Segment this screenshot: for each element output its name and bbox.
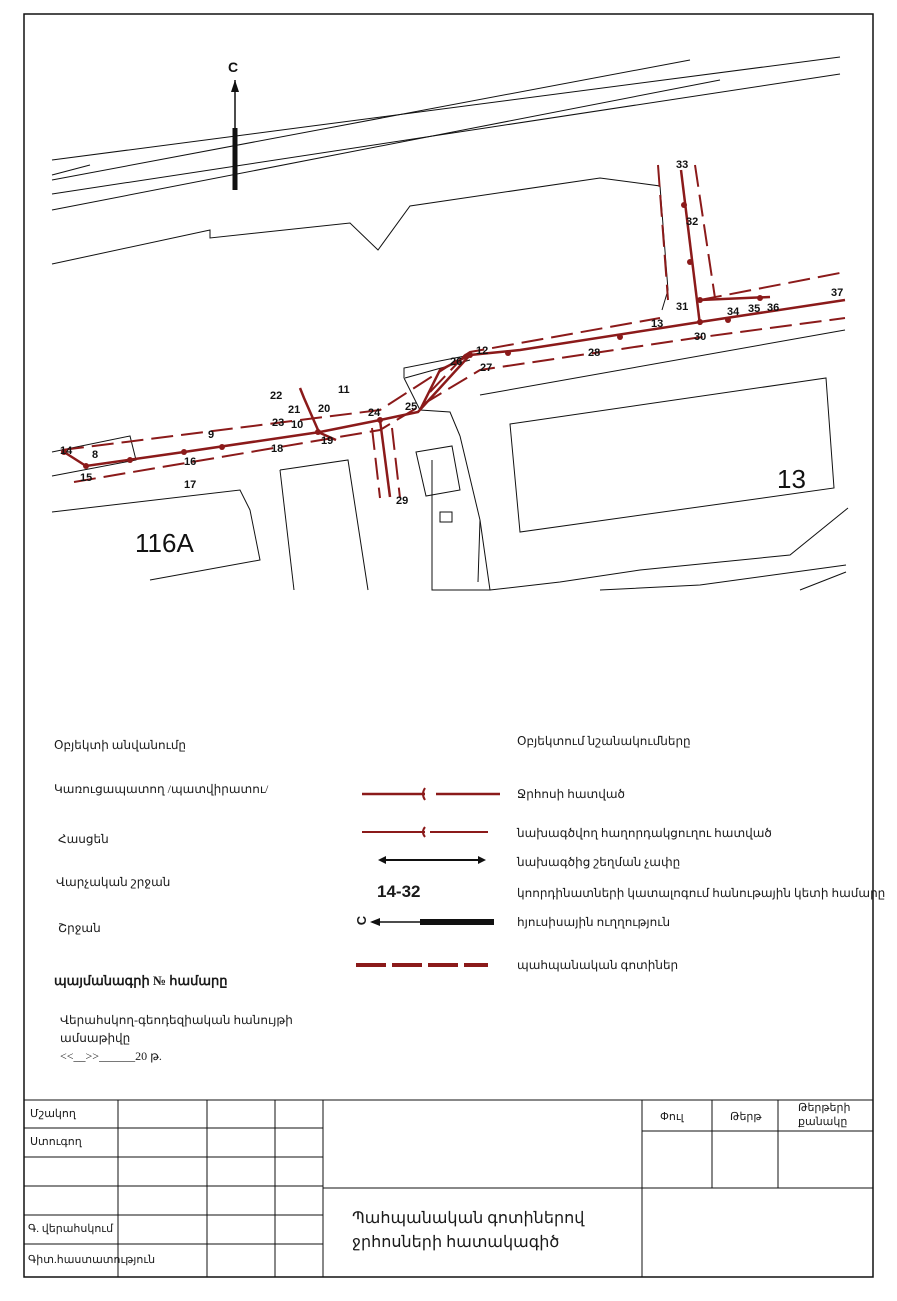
legend-item-designed: նախագծվող հաղորդակցուղու հատված bbox=[517, 826, 772, 840]
point-label: 22 bbox=[270, 390, 283, 402]
admin-district-label: Վարչական շրջան bbox=[56, 875, 171, 889]
object-name-label: Օբյեկտի անվանումը bbox=[54, 738, 187, 752]
legend-item-zones: պահպանական գոտիներ bbox=[517, 958, 679, 972]
point-label: 16 bbox=[184, 456, 197, 468]
point-label: 20 bbox=[318, 403, 331, 415]
point-label: 11 bbox=[338, 384, 350, 396]
point-label: 35 bbox=[748, 303, 761, 315]
point-label: 32 bbox=[686, 216, 699, 228]
north-label: C bbox=[228, 59, 239, 75]
drawing-title-line2: ջրհոսների հատակագիծ bbox=[352, 1234, 560, 1251]
tb-row-checker: Ստուգող bbox=[30, 1136, 82, 1148]
point-label: 27 bbox=[480, 362, 493, 374]
point-label: 15 bbox=[80, 472, 93, 484]
survey-date-label-line1: Վերահսկող-գեոդեզիական հանույթի bbox=[60, 1013, 293, 1027]
point-label: 24 bbox=[368, 407, 381, 419]
legend-north-symbol: C bbox=[354, 915, 370, 926]
point-label: 33 bbox=[676, 159, 689, 171]
sheet-frame bbox=[24, 14, 873, 1277]
point-label: 30 bbox=[694, 331, 707, 343]
legend-item-north: հյուսիսային ուղղություն bbox=[517, 915, 671, 929]
building-13 bbox=[510, 378, 834, 532]
point-label: 23 bbox=[272, 417, 285, 429]
point-label: 31 bbox=[676, 301, 689, 313]
point-label: 14 bbox=[60, 445, 73, 457]
point-label: 37 bbox=[831, 287, 844, 299]
parcel-boundary bbox=[52, 178, 668, 310]
pipe-nodes bbox=[61, 202, 763, 469]
tb-col-phase: Փուլ bbox=[660, 1111, 684, 1123]
point-label: 8 bbox=[92, 449, 99, 461]
point-label: 19 bbox=[321, 435, 334, 447]
building-label-13: 13 bbox=[777, 464, 806, 494]
legend-item-deviation: նախագծից շեղման չափը bbox=[517, 855, 681, 869]
point-label: 9 bbox=[208, 429, 215, 441]
road-line bbox=[52, 57, 840, 160]
survey-date-field: <<__>>______20 թ. bbox=[60, 1049, 162, 1063]
tb-row-developer: Մշակող bbox=[30, 1108, 76, 1120]
contract-number-label: պայմանագրի № համարը bbox=[54, 973, 228, 988]
survey-date-label-line2: ամսաթիվը bbox=[60, 1031, 131, 1045]
point-label: 36 bbox=[767, 302, 780, 314]
tb-row-supervision: Գ. վերահսկում bbox=[28, 1223, 114, 1235]
point-label: 13 bbox=[651, 318, 664, 330]
builder-label: Կառուցապատող /պատվիրատու/ bbox=[54, 782, 269, 796]
legend-symbols bbox=[356, 788, 500, 965]
point-label: 10 bbox=[291, 419, 304, 431]
pipe-main bbox=[64, 300, 845, 466]
tb-row-institution: Գիտ.հաստատություն bbox=[28, 1254, 156, 1266]
point-label: 12 bbox=[476, 345, 489, 357]
legend-sample-number: 14-32 bbox=[377, 882, 421, 901]
tb-col-sheet-count-line1: Թերթերի bbox=[798, 1102, 851, 1114]
point-label: 26 bbox=[450, 356, 463, 368]
tb-col-sheet-count-line2: քանակը bbox=[798, 1116, 848, 1128]
point-label: 34 bbox=[727, 306, 740, 318]
north-arrow bbox=[228, 59, 239, 190]
base-map bbox=[52, 57, 848, 590]
tb-col-sheet: Թերթ bbox=[730, 1111, 762, 1123]
point-label: 25 bbox=[405, 401, 418, 413]
building-label-116a: 116A bbox=[135, 528, 194, 558]
point-label: 21 bbox=[288, 404, 301, 416]
protection-zones bbox=[62, 165, 845, 498]
point-label: 17 bbox=[184, 479, 197, 491]
district-label: Շրջան bbox=[58, 921, 101, 935]
point-label: 28 bbox=[588, 347, 601, 359]
legend-item-point-number: կոորդինատների կատալոգում հանութային կետի համարը bbox=[517, 886, 886, 900]
point-label: 18 bbox=[271, 443, 284, 455]
small-building bbox=[416, 446, 460, 496]
point-label: 29 bbox=[396, 495, 409, 507]
address-label: Հասցեն bbox=[58, 832, 109, 846]
drawing-title-line1: Պահպանական գոտիներով bbox=[352, 1210, 585, 1227]
legend-item-water: Ջրհոսի հատված bbox=[517, 787, 625, 801]
legend-title: Օբյեկտում նշանակումները bbox=[517, 734, 691, 748]
